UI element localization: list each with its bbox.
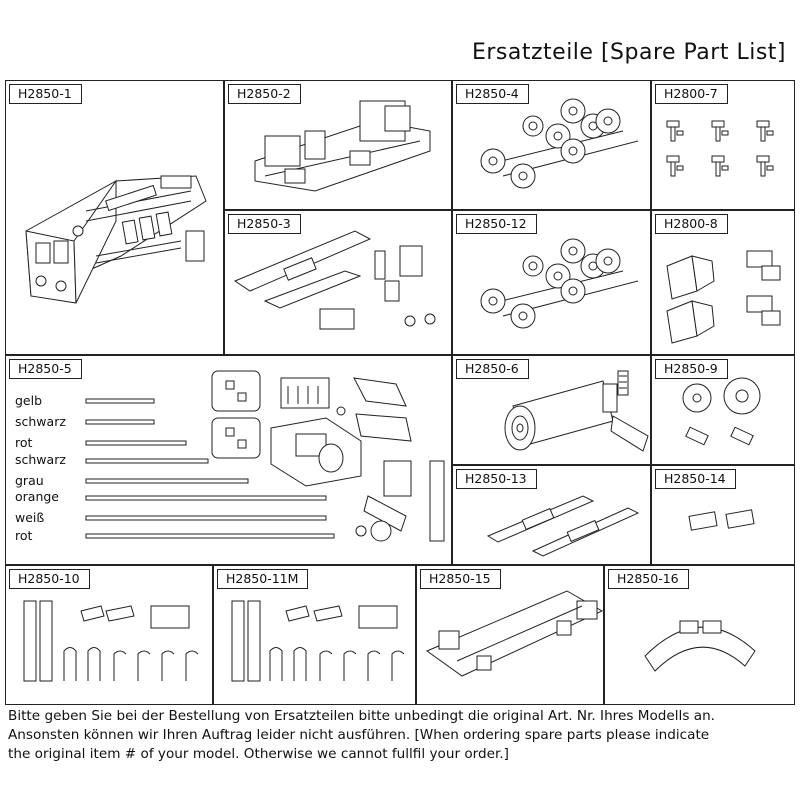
wheelset-gear-drawing: [453, 211, 652, 356]
part-number-label: H2850-2: [228, 84, 301, 104]
contact-strips-drawing: [453, 466, 652, 566]
part-number-label: H2850-11M: [217, 569, 308, 589]
part-number-label: H2850-9: [655, 359, 728, 379]
part-number-label: H2850-4: [456, 84, 529, 104]
wires-and-contacts-drawing: [6, 356, 453, 566]
contact-clips-drawing: [652, 466, 796, 566]
ordering-note-line: Ansonsten können wir Ihren Auftrag leider nicht ausführen. [When ordering spare parts please indicate: [8, 727, 710, 743]
cell-h2850-2[interactable]: [224, 80, 452, 210]
part-number-label: H2850-16: [608, 569, 689, 589]
ordering-note-line: the original item # of your model. Otherwise we cannot fullfil your order.]: [8, 746, 509, 762]
cell-h2850-6[interactable]: [452, 355, 651, 465]
wheelset-gear-drawing: [453, 81, 652, 211]
wire-label: weiß: [15, 510, 45, 525]
cell-h2850-9[interactable]: [651, 355, 795, 465]
cell-h2850-3[interactable]: [224, 210, 452, 355]
part-number-label: H2850-15: [420, 569, 501, 589]
motor-drawing: [453, 356, 652, 466]
cab-roof-drawing: [605, 566, 796, 706]
coupler-pins-drawing: [652, 81, 796, 211]
cell-h2850-4[interactable]: [452, 80, 651, 210]
wire-label: grau: [15, 473, 44, 488]
part-number-label: H2850-3: [228, 214, 301, 234]
wire-label: rot: [15, 528, 33, 543]
chassis-frame-drawing: [225, 81, 453, 211]
part-number-label: H2850-6: [456, 359, 529, 379]
wire-label: gelb: [15, 393, 43, 408]
cell-h2850-13[interactable]: [452, 465, 651, 565]
wire-label: rot: [15, 435, 33, 450]
cell-h2800-7[interactable]: [651, 80, 795, 210]
wire-label: schwarz: [15, 452, 66, 467]
wire-label: schwarz: [15, 414, 66, 429]
cell-h2850-14[interactable]: [651, 465, 795, 565]
ladders-and-handrails-drawing: [214, 566, 417, 706]
part-number-label: H2850-10: [9, 569, 90, 589]
cell-h2800-8[interactable]: [651, 210, 795, 355]
cell-h2850-16[interactable]: [604, 565, 795, 705]
gears-drawing: [652, 356, 796, 466]
cell-h2850-15[interactable]: [416, 565, 604, 705]
locomotive-body-drawing: [6, 81, 225, 356]
part-number-label: H2800-8: [655, 214, 728, 234]
part-number-label: H2850-1: [9, 84, 82, 104]
coupler-drawing: [652, 211, 796, 356]
page-title: Ersatzteile [Spare Part List]: [471, 40, 786, 65]
cell-h2850-10[interactable]: [5, 565, 213, 705]
part-number-label: H2800-7: [655, 84, 728, 104]
part-number-label: H2850-14: [655, 469, 736, 489]
cell-h2850-1[interactable]: [5, 80, 224, 355]
part-number-label: H2850-5: [9, 359, 82, 379]
ordering-note: [8, 707, 794, 764]
part-number-label: H2850-12: [456, 214, 537, 234]
ordering-note-line: Bitte geben Sie bei der Bestellung von Ersatzteilen bitte unbedingt die original Art. Nr. Ihres Modells an.: [8, 708, 716, 724]
wire-label: orange: [15, 489, 59, 504]
cell-h2850-5[interactable]: [5, 355, 452, 565]
cell-h2850-11m[interactable]: [213, 565, 416, 705]
part-number-label: H2850-13: [456, 469, 537, 489]
ladders-and-handrails-drawing: [6, 566, 214, 706]
contact-plate-drawing: [225, 211, 453, 356]
bottom-plate-drawing: [417, 566, 605, 706]
cell-h2850-12[interactable]: [452, 210, 651, 355]
